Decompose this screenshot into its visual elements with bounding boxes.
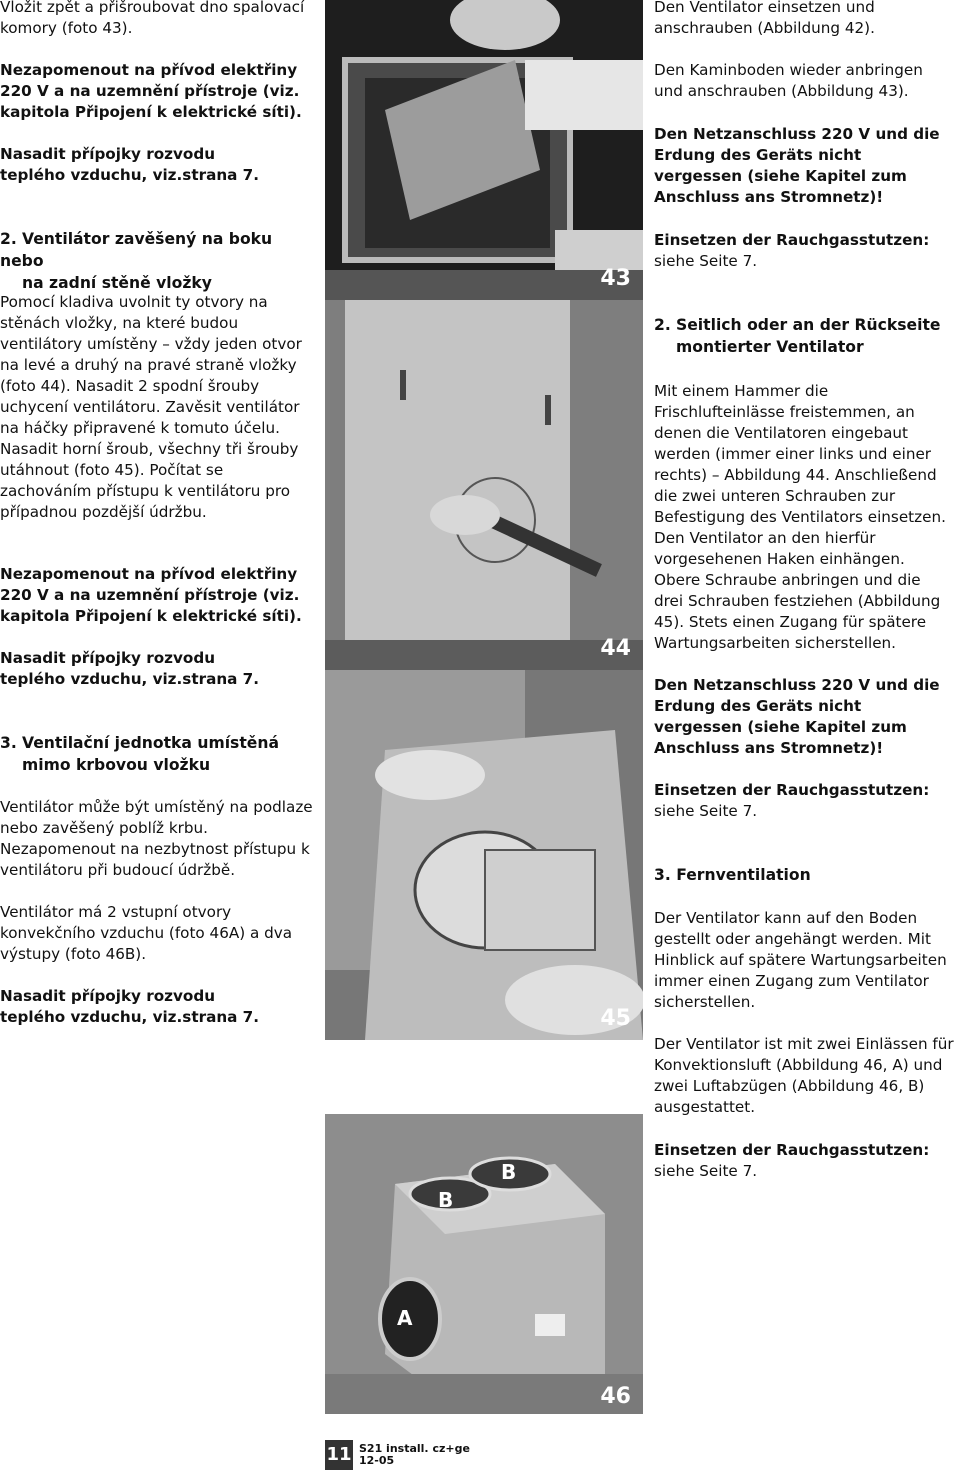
page-number: 11	[325, 1440, 353, 1470]
de-heading-2-line1: Seitlich oder an der Rückseite	[676, 316, 941, 334]
cz-note-ducts-3: Nasadit přípojky rozvodu teplého vzduchu, viz.strana 7.	[0, 987, 260, 1026]
cz-note-ducts-1: Nasadit přípojky rozvodu teplého vzduchu, viz.strana 7.	[0, 145, 260, 184]
photo-43-illustration	[325, 0, 643, 300]
cz-note-ducts-2: Nasadit přípojky rozvodu teplého vzduchu, viz.strana 7.	[0, 649, 260, 688]
label-a: A	[397, 1306, 413, 1330]
photo-46	[325, 1114, 643, 1414]
cz-heading-3-number: 3.	[0, 734, 17, 752]
photo-46-illustration	[325, 1114, 643, 1414]
de-heading-2-number: 2.	[654, 316, 671, 334]
cz-heading-2-line1: Ventilátor zavěšený na boku nebo	[0, 230, 273, 270]
cz-note-power-2: Nezapomenout na přívod elektřiny 220 V a na uzemnění přístroje (viz. kapitola Připojení k elektrické síti).	[0, 565, 302, 625]
figure-number-46: 46	[600, 1384, 631, 1409]
de-flue-note-1-rest: siehe Seite 7.	[654, 252, 758, 270]
cz-heading-3-line2: mimo krbovou vložku	[22, 756, 211, 774]
de-text-6: Der Ventilator ist mit zwei Einlässen für Konvektionsluft (Abbildung 46, A) und zwei Luftabzügen (Abbildung 46, B) ausgestattet.	[654, 1035, 954, 1116]
footer-doc-name: S21 install. cz+ge	[359, 1442, 470, 1455]
cz-note-power-1: Nezapomenout na přívod elektřiny 220 V a na uzemnění přístroje (viz. kapitola Připojení k elektrické síti).	[0, 61, 302, 121]
de-heading-2-line2: montierter Ventilator	[676, 338, 864, 356]
cz-text-1: Vložit zpět a přišroubovat dno spalovací komory (foto 43).	[0, 0, 305, 37]
cz-heading-2-line2: na zadní stěně vložky	[22, 274, 212, 292]
de-flue-note-1-bold: Einsetzen der Rauchgasstutzen:	[654, 231, 930, 249]
de-flue-note-2	[654, 780, 929, 822]
de-heading-3: 3. Fernventilation	[654, 866, 811, 884]
de-flue-note-2-bold: Einsetzen der Rauchgasstutzen:	[654, 781, 930, 799]
de-flue-note-3-bold: Einsetzen der Rauchgasstutzen:	[654, 1141, 930, 1159]
cz-text-2: Pomocí kladiva uvolnit ty otvory na stěnách vložky, na které budou ventilátory umístěny – vždy jeden otvor na levé a druhý na pravé straně vložky (foto 44). Nasadit 2 spodní šrouby uchycení ventilátoru. Zavěsit ventilátor na háčky připravené k tomuto účelu. Nasadit horní šroub, všechny tři šrouby utáhnout (foto 45). Počítat se zachováním přístupu k ventilátoru pro případnou pozdější údržbu.	[0, 293, 302, 521]
cz-text-4: Ventilátor má 2 vstupní otvory konvekčního vzduchu (foto 46A) a dva výstupy (foto 46B).	[0, 903, 293, 963]
de-flue-note-3-rest: siehe Seite 7.	[654, 1162, 758, 1180]
photo-45	[325, 670, 643, 1040]
cz-heading-3	[0, 732, 279, 776]
photo-43	[325, 0, 643, 300]
label-b-left: B	[438, 1188, 454, 1212]
de-heading-2	[654, 314, 941, 358]
photo-44-illustration	[325, 300, 643, 670]
de-flue-note-1	[654, 230, 929, 272]
de-flue-note-3	[654, 1140, 929, 1182]
photo-44	[325, 300, 643, 670]
figure-number-45: 45	[600, 1006, 631, 1031]
de-text-4: Obere Schraube anbringen und die drei Schrauben festziehen (Abbildung 45). Stets einen Zugang für spätere Wartungsarbeiten sicherstellen.	[654, 571, 941, 652]
cz-text-3: Ventilátor může být umístěný na podlaze nebo zavěšený poblíž krbu. Nezapomenout na nezbytnost přístupu k ventilátoru při budoucí údržbě.	[0, 798, 313, 879]
de-note-power-1: Den Netzanschluss 220 V und die Erdung des Geräts nicht vergessen (siehe Kapitel zum Anschluss ans Stromnetz)!	[654, 125, 940, 206]
cz-heading-2-number: 2.	[0, 230, 17, 248]
photo-45-illustration	[325, 670, 643, 1040]
figure-number-44: 44	[600, 636, 631, 661]
cz-heading-2	[0, 228, 315, 294]
footer-doc-info	[359, 1443, 470, 1467]
de-text-3: Mit einem Hammer die Frischlufteinlässe freistemmen, an denen die Ventilatoren eingebaut werden (immer einer links und einer rechts) – Abbildung 44. Anschließend die zwei unteren Schrauben zur Befestigung des Ventilators einsetzen. Den Ventilator an den hierfür vorgesehenen Haken einhängen.	[654, 382, 946, 568]
label-b-right: B	[501, 1160, 517, 1184]
de-note-power-2: Den Netzanschluss 220 V und die Erdung des Geräts nicht vergessen (siehe Kapitel zum Anschluss ans Stromnetz)!	[654, 676, 940, 757]
de-text-1: Den Ventilator einsetzen und anschrauben (Abbildung 42).	[654, 0, 875, 37]
footer-doc-date: 12-05	[359, 1454, 395, 1467]
cz-heading-3-line1: Ventilační jednotka umístěná	[22, 734, 279, 752]
de-text-5: Der Ventilator kann auf den Boden gestellt oder angehängt werden. Mit Hinblick auf spätere Wartungsarbeiten immer einen Zugang zum Ventilator sicherstellen.	[654, 909, 947, 1011]
figure-number-43: 43	[600, 266, 631, 291]
de-text-2: Den Kaminboden wieder anbringen und anschrauben (Abbildung 43).	[654, 61, 923, 100]
de-flue-note-2-rest: siehe Seite 7.	[654, 802, 758, 820]
